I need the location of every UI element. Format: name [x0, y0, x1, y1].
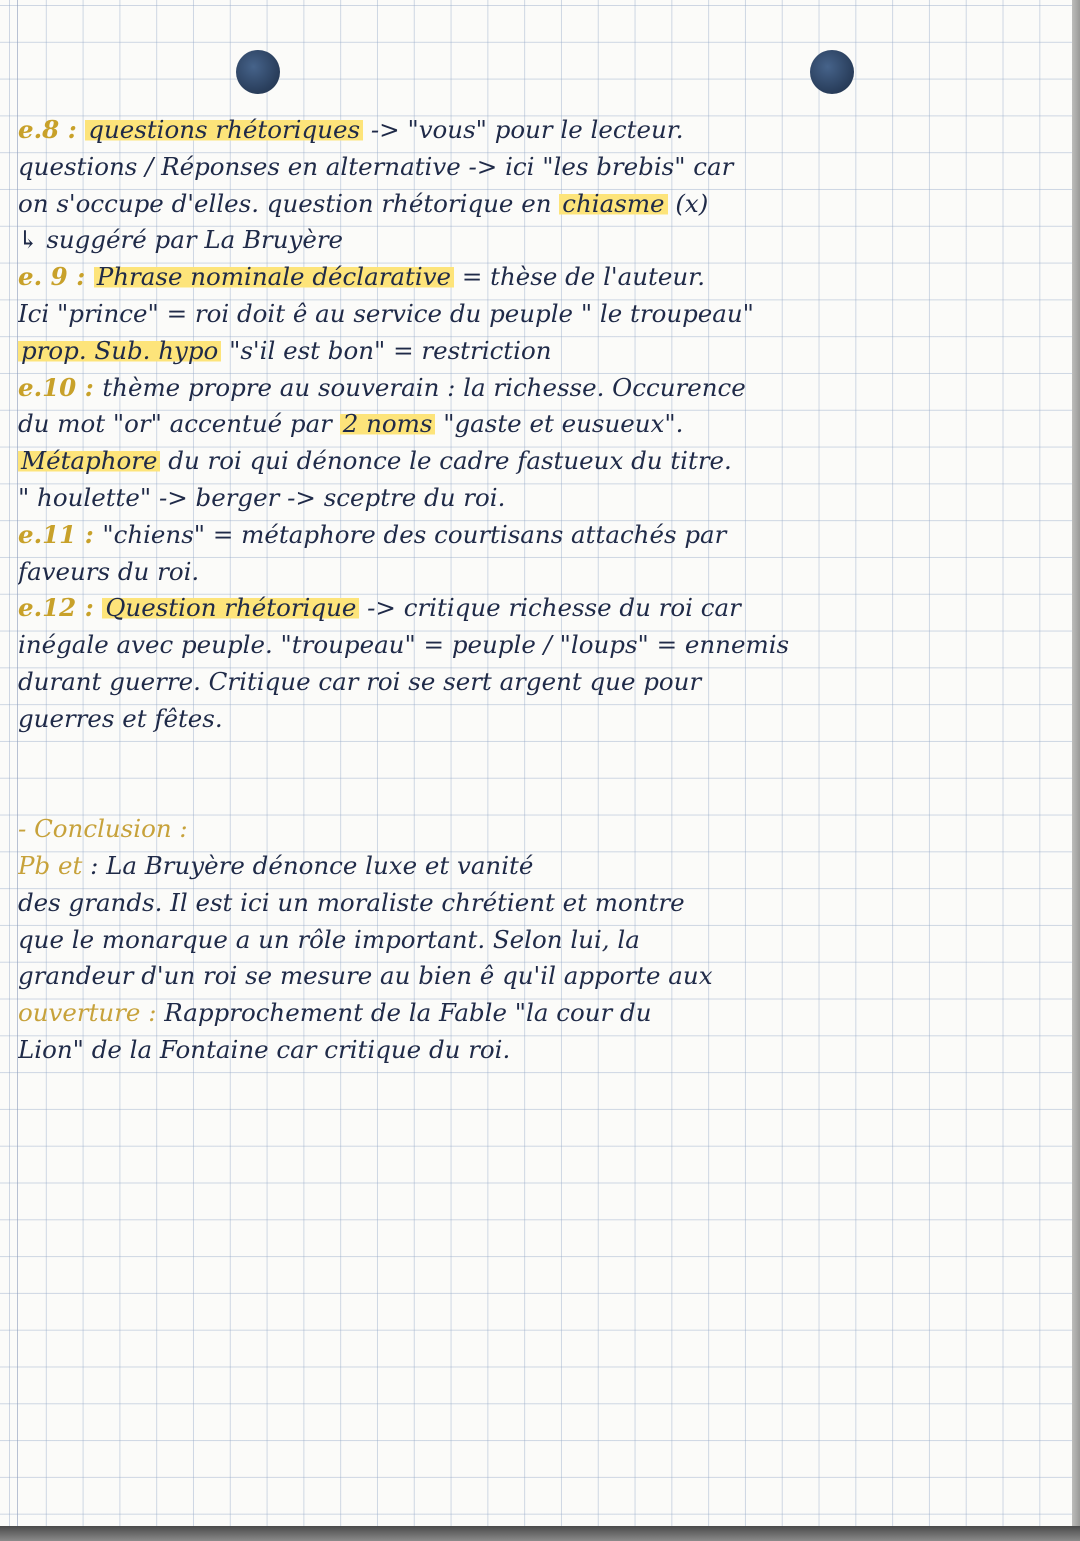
note-line-17: guerres et fêtes. — [18, 703, 223, 733]
note-line-7: prop. Sub. hypo "s'il est bon" = restriction — [18, 333, 1063, 370]
handwritten-notes — [18, 112, 1063, 1069]
note-line-12: e.11 : "chiens" = métaphore des courtisans attachés par — [18, 519, 727, 549]
highlighted-term: 2 noms — [340, 409, 436, 438]
highlighted-term: Phrase nominale déclarative — [94, 262, 454, 291]
note-line-13: faveurs du roi. — [18, 556, 200, 586]
highlighted-term: chiasme — [559, 189, 667, 218]
note-line-2: questions / Réponses en alternative -> ici "les brebis" car — [18, 151, 734, 181]
note-line-15: inégale avec peuple. "troupeau" = peuple / "loups" = ennemis — [18, 630, 790, 660]
note-line-5: e. 9 : Phrase nominale déclarative = thèse de l'auteur. — [18, 262, 705, 292]
note-line-8: e.10 : thème propre au souverain : la richesse. Occurence — [18, 372, 746, 402]
conclusion-line-5: ouverture : Rapprochement de la Fable "la cour du — [18, 998, 652, 1028]
highlighted-term: Question rhétorique — [102, 593, 359, 622]
note-line-3: on s'occupe d'elles. question rhétorique en chiasme (x) — [18, 188, 709, 218]
highlighted-term: prop. Sub. hypo — [18, 336, 221, 365]
conclusion-line-2: des grands. Il est ici un moraliste chrétient et montre — [18, 887, 685, 917]
conclusion-line-1: Pb et : La Bruyère dénonce luxe et vanité — [18, 850, 534, 880]
highlighted-term: questions rhétoriques — [85, 115, 363, 144]
note-line-10: Métaphore du roi qui dénonce le cadre fastueux du titre. — [18, 443, 1063, 480]
punch-hole-right — [810, 50, 854, 94]
blank-line — [18, 774, 1063, 811]
conclusion-line-6: Lion" de la Fontaine car critique du roi. — [18, 1034, 511, 1064]
note-line-16: durant guerre. Critique car roi se sert argent que pour — [18, 666, 702, 696]
conclusion-line-3: que le monarque a un rôle important. Selon lui, la — [18, 924, 640, 954]
note-line-14: e.12 : Question rhétorique -> critique richesse du roi car — [18, 593, 741, 623]
page-edge-shadow-bottom — [0, 1526, 1080, 1541]
note-line-11: " houlette" -> berger -> sceptre du roi. — [18, 482, 506, 512]
highlighted-term: Métaphore — [18, 446, 160, 475]
note-line-9: du mot "or" accentué par 2 noms "gaste et eusueux". — [18, 409, 684, 439]
note-line-4: ↳ suggéré par La Bruyère — [18, 225, 344, 255]
note-line-6: Ici "prince" = roi doit ê au service du peuple " le troupeau" — [18, 298, 754, 328]
page-edge-shadow-right — [1072, 0, 1080, 1541]
note-line-1: e.8 : questions rhétoriques -> "vous" pour le lecteur. — [18, 115, 684, 144]
blank-line — [18, 738, 1063, 775]
conclusion-heading: - Conclusion : — [18, 814, 188, 844]
conclusion-line-4: grandeur d'un roi se mesure au bien ê qu'il apporte aux — [18, 961, 713, 991]
punch-hole-left — [236, 50, 280, 94]
